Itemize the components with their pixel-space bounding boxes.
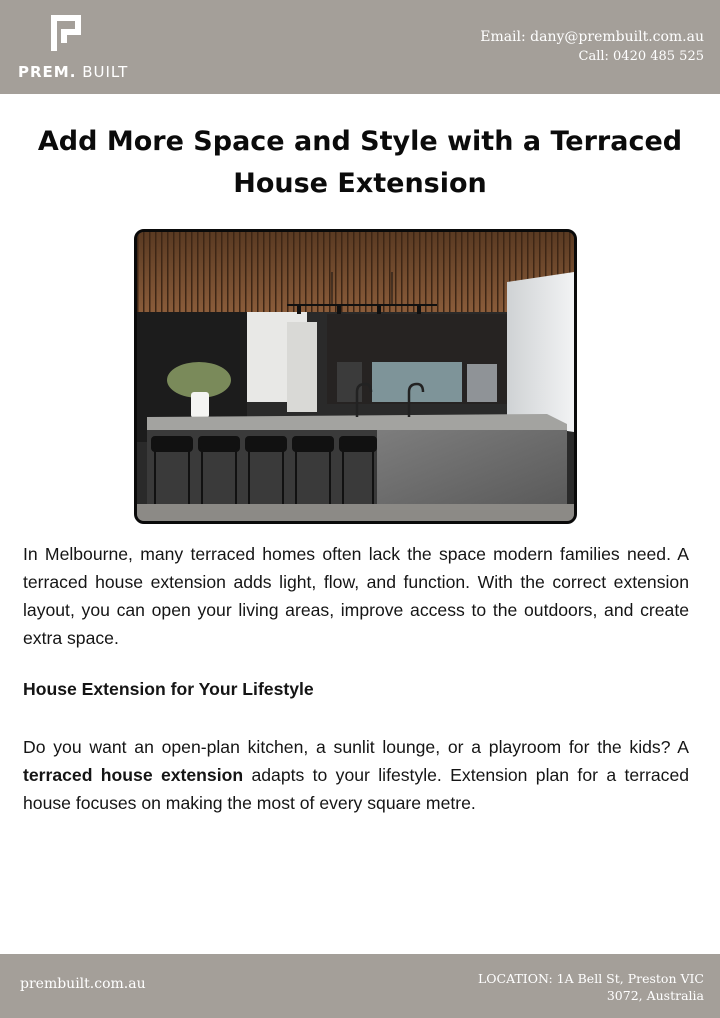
brand-name: PREM. BUILT	[18, 63, 129, 81]
page-title: Add More Space and Style with a Terraced House Extension	[37, 126, 683, 199]
keyword-bold: terraced house extension	[23, 765, 244, 785]
contact-phone[interactable]: Call: 0420 485 525	[578, 49, 704, 64]
kitchen-illustration	[137, 232, 574, 521]
website-link[interactable]: prembuilt.com.au	[20, 976, 146, 992]
prem-built-logo-icon	[47, 13, 85, 53]
header-band	[0, 0, 720, 94]
section-heading: House Extension for Your Lifestyle	[23, 679, 314, 699]
contact-info	[480, 28, 704, 66]
footer-band	[0, 954, 720, 1018]
kitchen-photo	[134, 229, 577, 524]
location-info: LOCATION: 1A Bell St, Preston VIC 3072, Australia	[478, 971, 704, 1003]
contact-email[interactable]: Email: dany@prembuilt.com.au	[480, 29, 704, 45]
lifestyle-paragraph: Do you want an open-plan kitchen, a sunlit lounge, or a playroom for the kids? A terraced house extension adapts to your lifestyle. Extension plan for a terraced house focuses on making the most of every square metre.	[23, 737, 690, 813]
intro-paragraph: In Melbourne, many terraced homes often lack the space modern families need. A terraced house extension adds light, flow, and function. With the correct extension layout, you can open your living areas, improve access to the outdoors, and create extra space.	[23, 544, 689, 648]
